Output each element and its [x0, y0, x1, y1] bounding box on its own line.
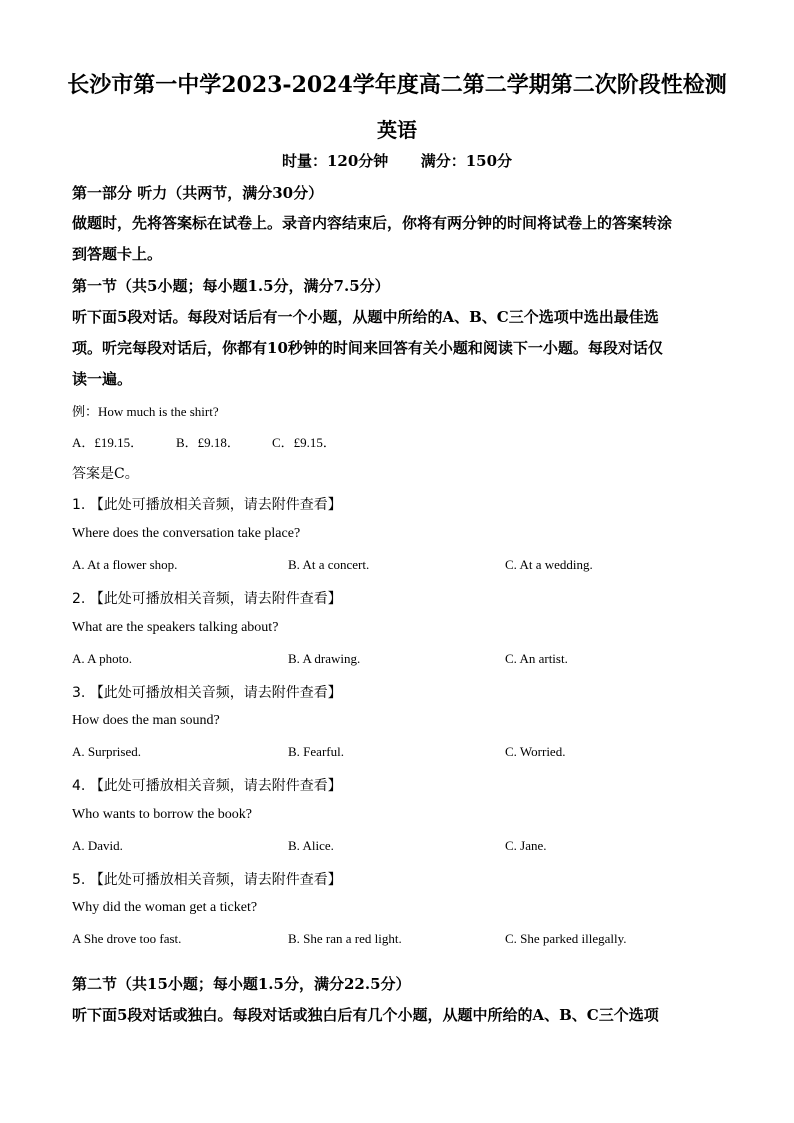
q5-option-c: C. She parked illegally. [505, 931, 627, 946]
q1-option-c: C. At a wedding. [505, 557, 593, 572]
audio-link-5[interactable]: 5. 【此处可播放相关音频，请去附件查看】 [72, 872, 342, 888]
section1-instruction-line1: 听下面5段对话。每段对话后有一个小题，从题中所给的A、B、C三个选项中选出最佳选 [72, 308, 659, 326]
audio-link-2[interactable]: 2. 【此处可播放相关音频，请去附件查看】 [72, 591, 342, 607]
section1-heading: 第一节（共5小题；每小题1.5分，满分7.5分） [72, 277, 390, 295]
part1-instruction-line1: 做题时，先将答案标在试卷上。录音内容结束后，你将有两分钟的时间将试卷上的答案转涂 [72, 214, 673, 232]
q2-option-c: C. An artist. [505, 651, 568, 666]
subject-title: 英语 [377, 118, 417, 142]
example-option-b: B．£9.18． [176, 435, 240, 450]
section2-instruction-line1: 听下面5段对话或独白。每段对话或独白后有几个小题，从题中所给的A、B、C三个选项 [72, 1006, 659, 1024]
part1-heading: 第一部分 听力（共两节，满分30分） [72, 184, 324, 202]
q2-option-b: B. A drawing. [288, 651, 361, 666]
section2-heading: 第二节（共15小题；每小题1.5分，满分22.5分） [72, 975, 411, 993]
audio-link-1[interactable]: 1. 【此处可播放相关音频，请去附件查看】 [72, 497, 342, 513]
time-info: 时量：120分钟 [281, 152, 389, 170]
q3-option-a: A. Surprised. [72, 744, 141, 759]
audio-link-3[interactable]: 3. 【此处可播放相关音频，请去附件查看】 [72, 685, 342, 701]
score-info: 满分：150分 [420, 152, 513, 170]
q5-option-a: A She drove too fast. [72, 931, 182, 946]
q2-option-a: A. A photo. [72, 651, 132, 666]
example-option-c: C．£9.15． [272, 435, 336, 450]
q1-option-a: A. At a flower shop. [72, 557, 178, 572]
example-option-a: A．£19.15． [72, 435, 144, 450]
exam-title: 长沙市第一中学2023-2024学年度高二第二学期第二次阶段性检测 [67, 72, 727, 98]
q4-option-b: B. Alice. [288, 838, 334, 853]
example-question: 例：How much is the shirt? [72, 404, 219, 419]
exam-info [0, 150, 794, 171]
question-1: Where does the conversation take place? [72, 526, 301, 541]
audio-link-4[interactable]: 4. 【此处可播放相关音频，请去附件查看】 [72, 778, 342, 794]
q3-option-b: B. Fearful. [288, 744, 344, 759]
q4-option-c: C. Jane. [505, 838, 547, 853]
part1-instruction-line2: 到答题卡上。 [72, 245, 163, 263]
q5-option-b: B. She ran a red light. [288, 931, 402, 946]
section1-instruction-line2: 项。听完每段对话后，你都有10秒钟的时间来回答有关小题和阅读下一小题。每段对话仅 [72, 339, 663, 357]
q1-option-b: B. At a concert. [288, 557, 370, 572]
question-2: What are the speakers talking about? [72, 620, 279, 635]
section1-instruction-line3: 读一遍。 [72, 370, 133, 388]
q3-option-c: C. Worried. [505, 744, 566, 759]
question-4: Who wants to borrow the book? [72, 807, 253, 822]
q4-option-a: A. David. [72, 838, 123, 853]
question-5: Why did the woman get a ticket? [72, 900, 258, 915]
question-3: How does the man sound? [72, 713, 220, 728]
example-answer: 答案是C。 [72, 466, 139, 482]
